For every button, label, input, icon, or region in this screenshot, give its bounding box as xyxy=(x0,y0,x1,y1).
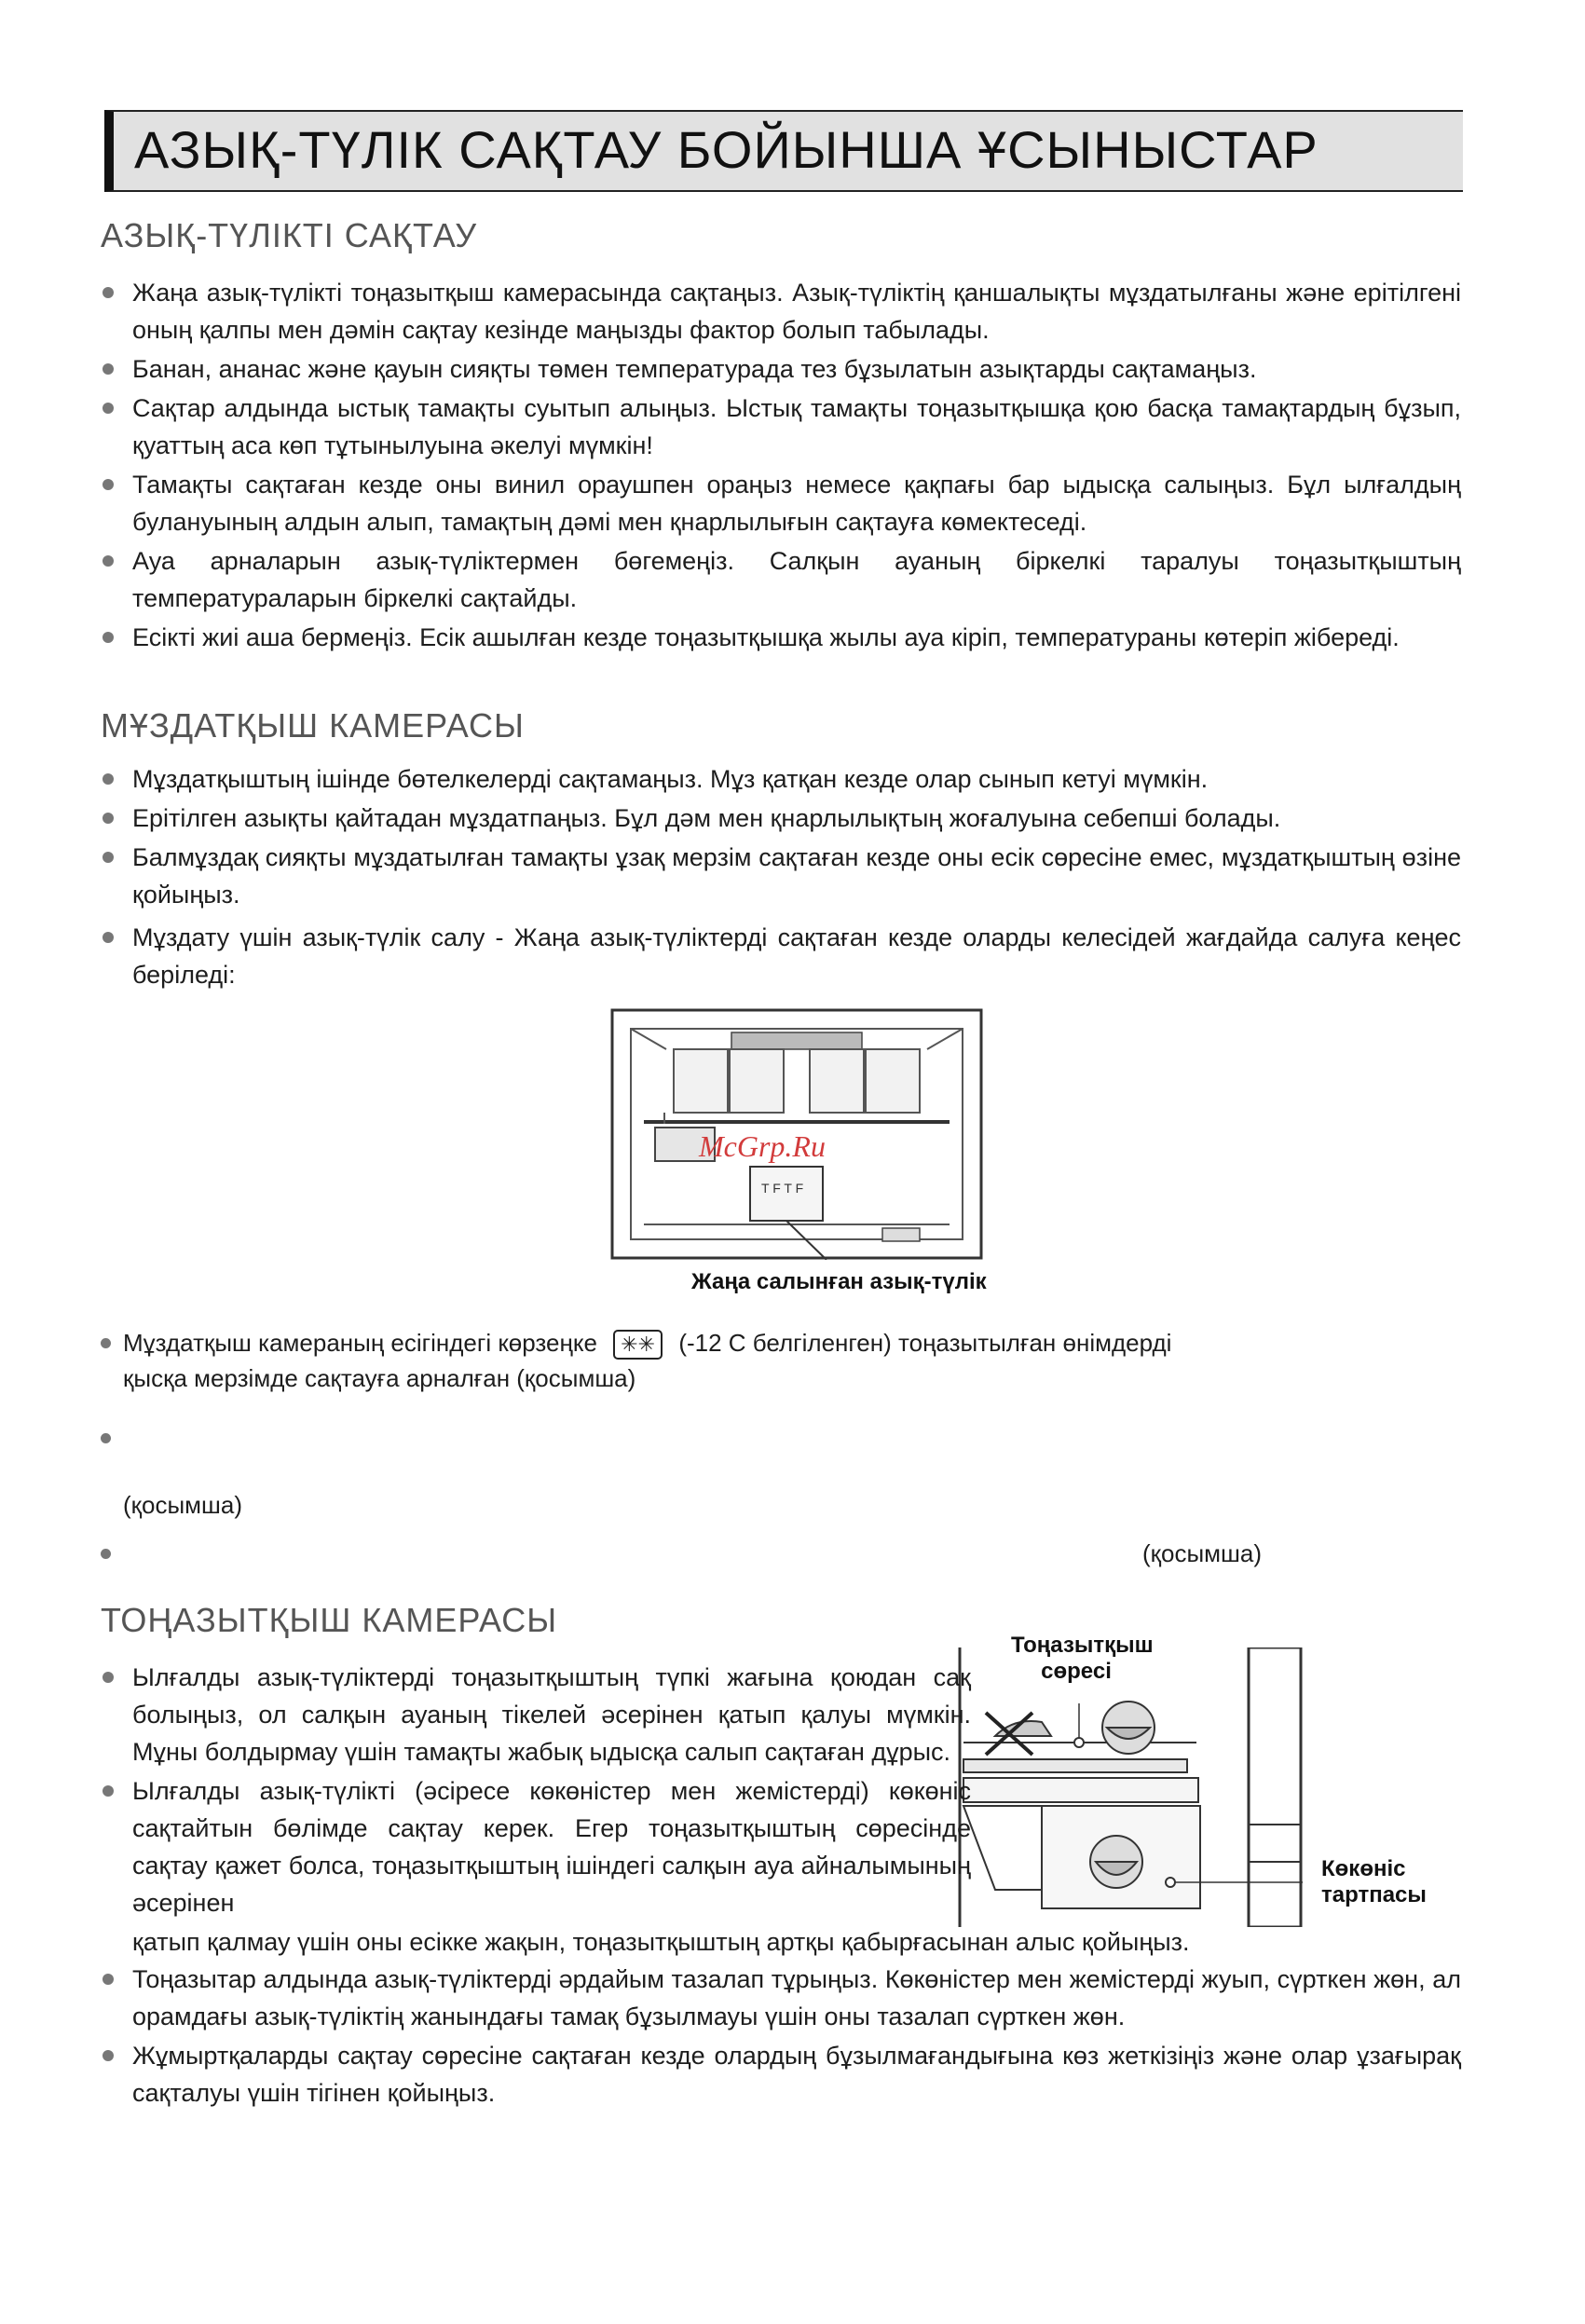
two-star-icon: ✳✳ xyxy=(613,1330,663,1360)
list-item: Жұмыртқаларды сақтау сөресіне сақтаған кезде олардың бұзылмағандығына көз жеткізіңіз және олар ұзағырақ сақталуы үшін тігінен қойыңыз. xyxy=(101,2037,1461,2112)
optional-label: (қосымша) xyxy=(1142,1539,1263,1567)
list-item: Банан, ананас және қауын сияқты төмен температурада тез бұзылатын азықтарды сақтамаңыз. xyxy=(101,350,1461,388)
list-item: Мұздатқыштың ішінде бөтелкелерді сақтамаңыз. Мұз қатқан кезде олар сынып кетуі мүмкін. xyxy=(101,760,1461,798)
svg-text:T F T F: T F T F xyxy=(761,1181,804,1196)
section-heading-food-storage: АЗЫҚ-ТҮЛІКТІ САҚТАУ xyxy=(101,216,478,254)
section-heading-fridge: ТОҢАЗЫТҚЫШ КАМЕРАСЫ xyxy=(101,1601,558,1639)
list-item: Сақтар алдында ыстық тамақты суытып алыңыз. Ыстық тамақты тоңазытқышқа қою басқа тамақтардың бұзып, қуаттың аса көп тұтынылуына әкелуі мүмкін! xyxy=(101,390,1461,464)
list-item: Мұздату үшін азық-түлік салу - Жаңа азық-түліктерді сақтаған кезде оларды келесідей жағдайда салуға кеңес беріледі: xyxy=(101,919,1461,993)
fridge-list xyxy=(101,1659,1461,2113)
bullet-dot xyxy=(101,1433,111,1443)
list-item: Ауа арналарын азық-түліктермен бөгемеңіз. Салқын ауаның біркелкі таралуы тоңазытқыштың температураларын біркелкі сақтайды. xyxy=(101,542,1461,617)
diagram-caption: Жаңа салынған азық-түлік xyxy=(691,1269,987,1294)
list-item: Балмұздақ сияқты мұздатылған тамақты ұзақ мерзім сақтаған кезде оны есік сөресіне емес, мұздатқыштың өзіне қойыңыз. xyxy=(101,839,1461,913)
shelf-label: Тоңазытқыш сөресі xyxy=(1011,1633,1154,1684)
drawer-label: Көкөніс тартпасы xyxy=(1321,1856,1427,1907)
list-item: Есікті жиі аша бермеңіз. Есік ашылған кезде тоңазытқышқа жылы ауа кіріп, температураны көтеріп жібереді. xyxy=(101,619,1461,656)
list-item: Тамақты сақтаған кезде оны винил ораушпен ораңыз немесе қақпағы бар ыдысқа салыңыз. Бұл ылғалдың булануының алдын алып, тамақтың дәмі мен қнарлылығын сақтауға көмектеседі. xyxy=(101,466,1461,540)
food-storage-list xyxy=(101,274,1461,658)
note-text-3: қысқа мерзімде сақтауға арналған (қосымша) xyxy=(123,1364,636,1392)
bullet-dot xyxy=(101,1549,111,1559)
note-text-1: Мұздатқыш камераның есігіндегі көрзеңке xyxy=(123,1329,597,1357)
watermark-text: McGrp.Ru xyxy=(699,1129,826,1163)
page-title: АЗЫҚ-ТҮЛІК САҚТАУ БОЙЫНША ҰСЫНЫСТАР xyxy=(134,120,1319,179)
list-item: Тоңазытар алдында азық-түліктерді әрдайым тазалап тұрыңыз. Көкөністер мен жемістерді жуып, сүрткен жөн, ал орамдағы азық-түліктің жанындағы тамақ бұзылмауы үшін оны тазалап сүрткен жөн. xyxy=(101,1961,1461,2035)
freezer-list xyxy=(101,760,1461,995)
optional-label: (қосымша) xyxy=(123,1491,243,1519)
list-item: Ылғалды азық-түлікті (әсіресе көкөністер мен жемістерді) көкөніс сақтайтын бөлімде сақтау керек. Егер тоңазытқыштың сөресінде сақтау қажет болса, тоңазытқыштың ішіндегі салқын ауа айналымының әсерінен xyxy=(101,1772,971,1921)
list-item: Ылғалды азық-түліктерді тоңазытқыштың түпкі жағына қоюдан сақ болыңыз, ол салқын ауаның тікелей әсерінен қатып қалуы мүмкін. Мұны болдырмау үшін тамақты жабық ыдысқа салып сақтаған дұрыс. xyxy=(101,1659,971,1770)
note-text-2: (-12 С белгіленген) тоңазытылған өнімдерді xyxy=(678,1329,1172,1357)
freezer-door-note xyxy=(101,1325,1405,1396)
list-item: Ерітілген азықты қайтадан мұздатпаңыз. Бұл дәм мен қнарлылықтың жоғалуына себепші болады. xyxy=(101,800,1461,837)
section-heading-freezer: МҰЗДАТҚЫШ КАМЕРАСЫ xyxy=(101,706,525,745)
page-title-box xyxy=(104,110,1463,192)
bullet-dot xyxy=(101,1338,111,1348)
list-item-continuation: қатып қалмау үшін оны есікке жақын, тоңазытқыштың артқы қабырғасынан алыс қойыңыз. xyxy=(132,1928,1190,1956)
list-item: Жаңа азық-түлікті тоңазытқыш камерасында сақтаңыз. Азық-түліктің қаншалықты мұздатылғаны және ерітілгені оның қалпы мен дәмін сақтау кезінде маңызды фактор болып табылады. xyxy=(101,274,1461,349)
